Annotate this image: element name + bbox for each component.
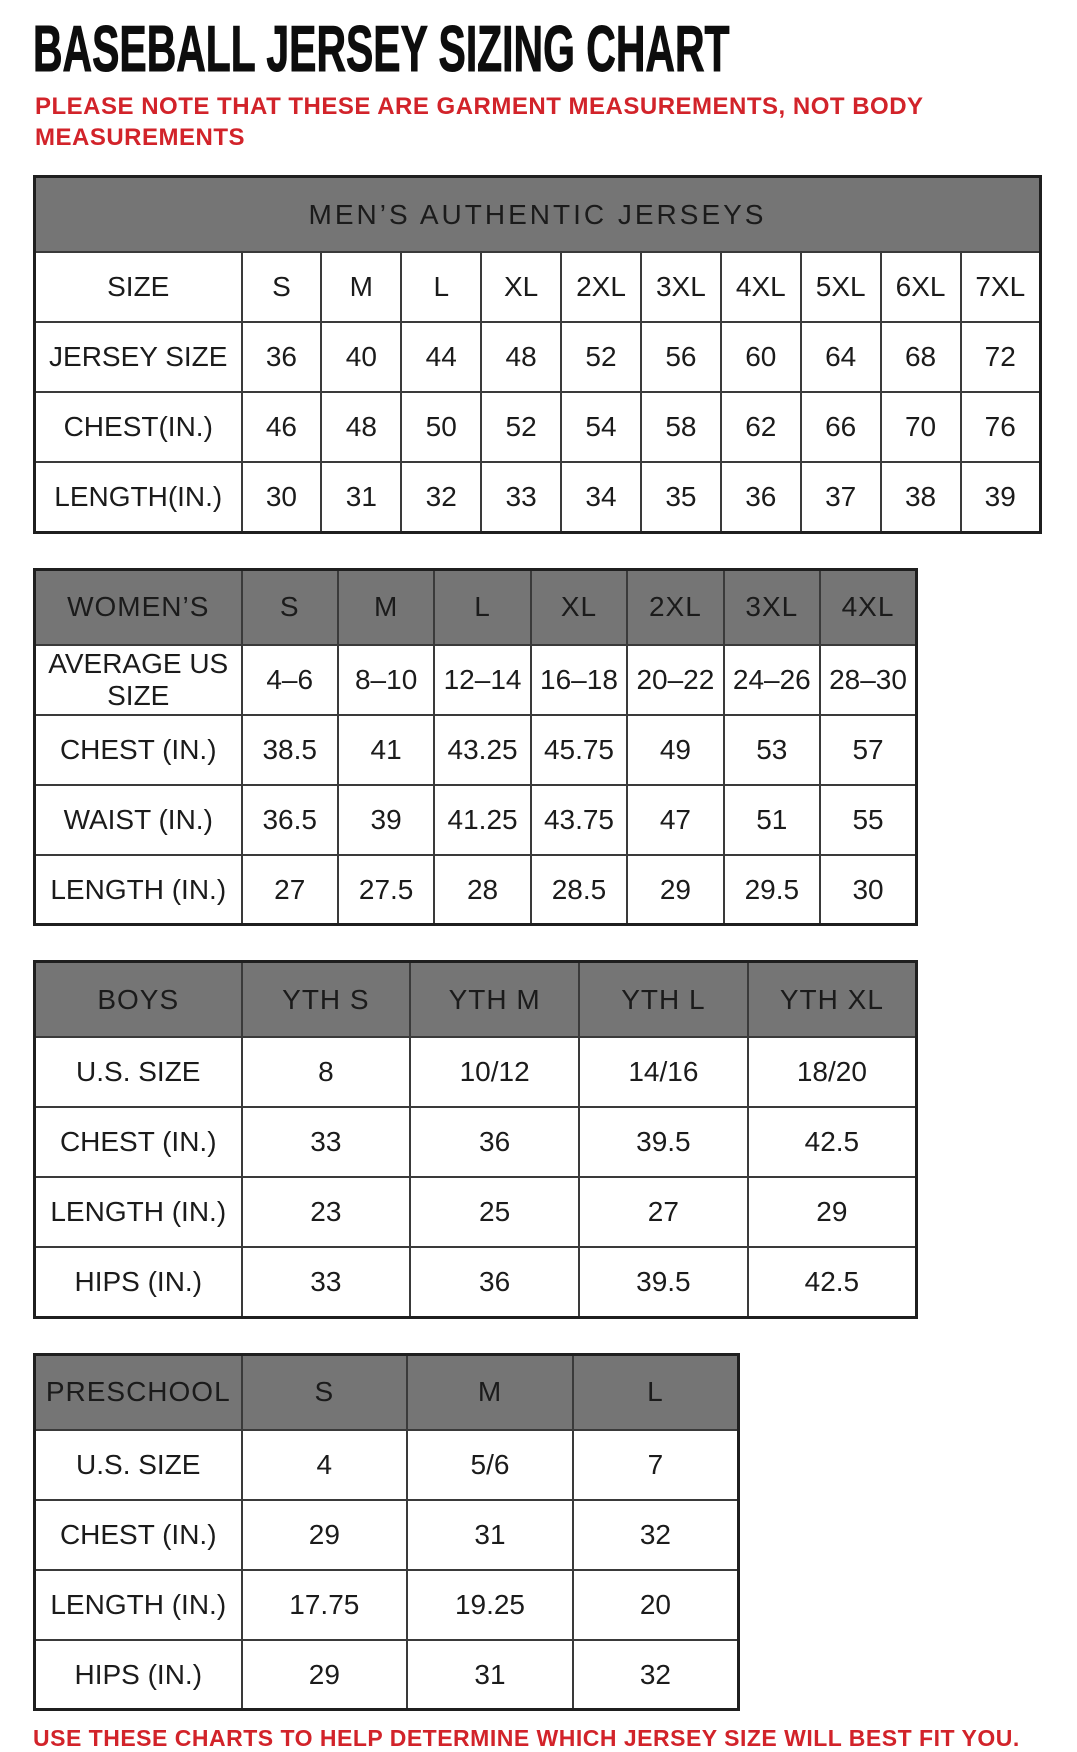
boys-row-1 bbox=[35, 1107, 917, 1177]
mens-value-cell-2-3: 52 bbox=[481, 392, 561, 462]
womens-value-cell-0-1: 8–10 bbox=[338, 645, 434, 715]
womens-value-cell-3-5: 29.5 bbox=[724, 855, 820, 925]
boys-value-cell-1-3: 42.5 bbox=[748, 1107, 917, 1177]
boys-value-cell-1-1: 36 bbox=[410, 1107, 579, 1177]
mens-value-cell-2-4: 54 bbox=[561, 392, 641, 462]
mens-value-cell-1-3: 48 bbox=[481, 322, 561, 392]
preschool-value-cell-1-0: 29 bbox=[242, 1500, 408, 1570]
preschool-row-2 bbox=[35, 1570, 739, 1640]
mens-row-label-3: LENGTH(IN.) bbox=[35, 462, 242, 532]
preschool-value-cell-2-1: 19.25 bbox=[407, 1570, 573, 1640]
mens-value-cell-1-0: 36 bbox=[242, 322, 322, 392]
mens-value-cell-1-1: 40 bbox=[321, 322, 401, 392]
preschool-value-cell-0-2: 7 bbox=[573, 1430, 739, 1500]
mens-row-label-1: JERSEY SIZE bbox=[35, 322, 242, 392]
womens-value-cell-1-4: 49 bbox=[627, 715, 723, 785]
boys-value-cell-3-2: 39.5 bbox=[579, 1247, 748, 1317]
mens-value-cell-0-6: 4XL bbox=[721, 252, 801, 322]
mens-value-cell-2-8: 70 bbox=[881, 392, 961, 462]
mens-value-cell-0-2: L bbox=[401, 252, 481, 322]
preschool-value-cell-3-0: 29 bbox=[242, 1640, 408, 1710]
mens-row-0 bbox=[35, 252, 1041, 322]
womens-value-cell-3-2: 28 bbox=[434, 855, 530, 925]
page-title-text: BASEBALL JERSEY SIZING CHART bbox=[33, 13, 730, 86]
womens-value-cell-1-1: 41 bbox=[338, 715, 434, 785]
preschool-header-cell-1: S bbox=[242, 1354, 408, 1430]
preschool-row-label-3: HIPS (IN.) bbox=[35, 1640, 242, 1710]
womens-sizing-table bbox=[33, 568, 918, 927]
mens-value-cell-0-0: S bbox=[242, 252, 322, 322]
womens-value-cell-3-3: 28.5 bbox=[531, 855, 627, 925]
womens-value-cell-0-2: 12–14 bbox=[434, 645, 530, 715]
boys-value-cell-2-2: 27 bbox=[579, 1177, 748, 1247]
boys-value-cell-2-0: 23 bbox=[242, 1177, 411, 1247]
preschool-value-cell-0-1: 5/6 bbox=[407, 1430, 573, 1500]
boys-row-3 bbox=[35, 1247, 917, 1317]
preschool-row-3 bbox=[35, 1640, 739, 1710]
boys-header-cell-3: YTH L bbox=[579, 962, 748, 1038]
womens-row-label-0: AVERAGE US SIZE bbox=[35, 645, 242, 715]
womens-value-cell-1-2: 43.25 bbox=[434, 715, 530, 785]
womens-value-cell-1-6: 57 bbox=[820, 715, 916, 785]
preschool-row-label-0: U.S. SIZE bbox=[35, 1430, 242, 1500]
womens-header-cell-4: XL bbox=[531, 569, 627, 645]
mens-value-cell-1-4: 52 bbox=[561, 322, 641, 392]
womens-value-cell-1-5: 53 bbox=[724, 715, 820, 785]
boys-value-cell-2-3: 29 bbox=[748, 1177, 917, 1247]
mens-value-cell-0-8: 6XL bbox=[881, 252, 961, 322]
womens-value-cell-0-0: 4–6 bbox=[242, 645, 338, 715]
womens-value-cell-0-6: 28–30 bbox=[820, 645, 916, 715]
boys-header-cell-0: BOYS bbox=[35, 962, 242, 1038]
womens-row-label-1: CHEST (IN.) bbox=[35, 715, 242, 785]
mens-value-cell-3-7: 37 bbox=[801, 462, 881, 532]
mens-row-1 bbox=[35, 322, 1041, 392]
boys-value-cell-0-0: 8 bbox=[242, 1037, 411, 1107]
womens-header-cell-0: WOMEN’S bbox=[35, 569, 242, 645]
boys-value-cell-0-1: 10/12 bbox=[410, 1037, 579, 1107]
mens-value-cell-1-7: 64 bbox=[801, 322, 881, 392]
mens-value-cell-3-5: 35 bbox=[641, 462, 721, 532]
preschool-header-cell-3: L bbox=[573, 1354, 739, 1430]
mens-row-3 bbox=[35, 462, 1041, 532]
womens-value-cell-2-0: 36.5 bbox=[242, 785, 338, 855]
womens-header-cell-6: 3XL bbox=[724, 569, 820, 645]
womens-row-label-2: WAIST (IN.) bbox=[35, 785, 242, 855]
mens-value-cell-3-9: 39 bbox=[961, 462, 1041, 532]
mens-value-cell-3-8: 38 bbox=[881, 462, 961, 532]
womens-header-cell-3: L bbox=[434, 569, 530, 645]
mens-value-cell-3-1: 31 bbox=[321, 462, 401, 532]
womens-value-cell-0-3: 16–18 bbox=[531, 645, 627, 715]
preschool-value-cell-3-1: 31 bbox=[407, 1640, 573, 1710]
preschool-header-cell-0: PRESCHOOL bbox=[35, 1354, 242, 1430]
boys-value-cell-1-0: 33 bbox=[242, 1107, 411, 1177]
boys-sizing-table bbox=[33, 960, 918, 1319]
mens-value-cell-3-6: 36 bbox=[721, 462, 801, 532]
mens-value-cell-2-5: 58 bbox=[641, 392, 721, 462]
mens-value-cell-0-5: 3XL bbox=[641, 252, 721, 322]
womens-value-cell-1-0: 38.5 bbox=[242, 715, 338, 785]
mens-value-cell-2-9: 76 bbox=[961, 392, 1041, 462]
preschool-value-cell-2-2: 20 bbox=[573, 1570, 739, 1640]
boys-value-cell-0-3: 18/20 bbox=[748, 1037, 917, 1107]
boys-header-cell-4: YTH XL bbox=[748, 962, 917, 1038]
boys-header-cell-1: YTH S bbox=[242, 962, 411, 1038]
mens-value-cell-3-4: 34 bbox=[561, 462, 641, 532]
mens-value-cell-3-0: 30 bbox=[242, 462, 322, 532]
womens-header-cell-2: M bbox=[338, 569, 434, 645]
boys-row-label-1: CHEST (IN.) bbox=[35, 1107, 242, 1177]
womens-value-cell-3-6: 30 bbox=[820, 855, 916, 925]
mens-sizing-table bbox=[33, 175, 1042, 534]
preschool-row-label-2: LENGTH (IN.) bbox=[35, 1570, 242, 1640]
womens-value-cell-2-5: 51 bbox=[724, 785, 820, 855]
mens-row-2 bbox=[35, 392, 1041, 462]
preschool-value-cell-2-0: 17.75 bbox=[242, 1570, 408, 1640]
boys-value-cell-1-2: 39.5 bbox=[579, 1107, 748, 1177]
boys-value-cell-3-3: 42.5 bbox=[748, 1247, 917, 1317]
preschool-value-cell-0-0: 4 bbox=[242, 1430, 408, 1500]
mens-value-cell-2-2: 50 bbox=[401, 392, 481, 462]
womens-value-cell-3-4: 29 bbox=[627, 855, 723, 925]
boys-value-cell-3-1: 36 bbox=[410, 1247, 579, 1317]
mens-value-cell-0-4: 2XL bbox=[561, 252, 641, 322]
mens-value-cell-3-3: 33 bbox=[481, 462, 561, 532]
boys-row-label-3: HIPS (IN.) bbox=[35, 1247, 242, 1317]
preschool-row-0 bbox=[35, 1430, 739, 1500]
preschool-header-cell-2: M bbox=[407, 1354, 573, 1430]
mens-value-cell-0-3: XL bbox=[481, 252, 561, 322]
mens-value-cell-2-6: 62 bbox=[721, 392, 801, 462]
womens-value-cell-2-2: 41.25 bbox=[434, 785, 530, 855]
mens-value-cell-2-1: 48 bbox=[321, 392, 401, 462]
preschool-value-cell-3-2: 32 bbox=[573, 1640, 739, 1710]
boys-value-cell-3-0: 33 bbox=[242, 1247, 411, 1317]
mens-value-cell-1-6: 60 bbox=[721, 322, 801, 392]
womens-row-3 bbox=[35, 855, 917, 925]
womens-value-cell-2-4: 47 bbox=[627, 785, 723, 855]
mens-value-cell-0-1: M bbox=[321, 252, 401, 322]
womens-value-cell-3-1: 27.5 bbox=[338, 855, 434, 925]
mens-value-cell-0-7: 5XL bbox=[801, 252, 881, 322]
womens-header-cell-1: S bbox=[242, 569, 338, 645]
mens-value-cell-2-0: 46 bbox=[242, 392, 322, 462]
womens-row-1 bbox=[35, 715, 917, 785]
preschool-row-label-1: CHEST (IN.) bbox=[35, 1500, 242, 1570]
womens-row-2 bbox=[35, 785, 917, 855]
mens-value-cell-0-9: 7XL bbox=[961, 252, 1041, 322]
measurement-note: PLEASE NOTE THAT THESE ARE GARMENT MEASUREMENTS, NOT BODY MEASUREMENTS bbox=[35, 93, 924, 151]
mens-value-cell-2-7: 66 bbox=[801, 392, 881, 462]
preschool-sizing-table bbox=[33, 1353, 740, 1712]
womens-value-cell-1-3: 45.75 bbox=[531, 715, 627, 785]
womens-row-0 bbox=[35, 645, 917, 715]
boys-row-0 bbox=[35, 1037, 917, 1107]
preschool-row-1 bbox=[35, 1500, 739, 1570]
womens-value-cell-2-3: 43.75 bbox=[531, 785, 627, 855]
boys-row-label-0: U.S. SIZE bbox=[35, 1037, 242, 1107]
mens-value-cell-1-2: 44 bbox=[401, 322, 481, 392]
footer-note: USE THESE CHARTS TO HELP DETERMINE WHICH JERSEY SIZE WILL BEST FIT YOU. bbox=[33, 1725, 1020, 1752]
mens-banner: MEN’S AUTHENTIC JERSEYS bbox=[35, 177, 1041, 253]
mens-value-cell-1-8: 68 bbox=[881, 322, 961, 392]
womens-value-cell-2-1: 39 bbox=[338, 785, 434, 855]
page-title bbox=[33, 13, 1077, 86]
womens-value-cell-0-5: 24–26 bbox=[724, 645, 820, 715]
womens-value-cell-0-4: 20–22 bbox=[627, 645, 723, 715]
boys-value-cell-0-2: 14/16 bbox=[579, 1037, 748, 1107]
preschool-value-cell-1-2: 32 bbox=[573, 1500, 739, 1570]
womens-header-cell-7: 4XL bbox=[820, 569, 916, 645]
mens-row-label-0: SIZE bbox=[35, 252, 242, 322]
womens-value-cell-3-0: 27 bbox=[242, 855, 338, 925]
mens-row-label-2: CHEST(IN.) bbox=[35, 392, 242, 462]
mens-value-cell-3-2: 32 bbox=[401, 462, 481, 532]
womens-header-cell-5: 2XL bbox=[627, 569, 723, 645]
boys-row-2 bbox=[35, 1177, 917, 1247]
boys-value-cell-2-1: 25 bbox=[410, 1177, 579, 1247]
boys-header-cell-2: YTH M bbox=[410, 962, 579, 1038]
womens-row-label-3: LENGTH (IN.) bbox=[35, 855, 242, 925]
preschool-value-cell-1-1: 31 bbox=[407, 1500, 573, 1570]
mens-value-cell-1-5: 56 bbox=[641, 322, 721, 392]
womens-value-cell-2-6: 55 bbox=[820, 785, 916, 855]
mens-value-cell-1-9: 72 bbox=[961, 322, 1041, 392]
boys-row-label-2: LENGTH (IN.) bbox=[35, 1177, 242, 1247]
